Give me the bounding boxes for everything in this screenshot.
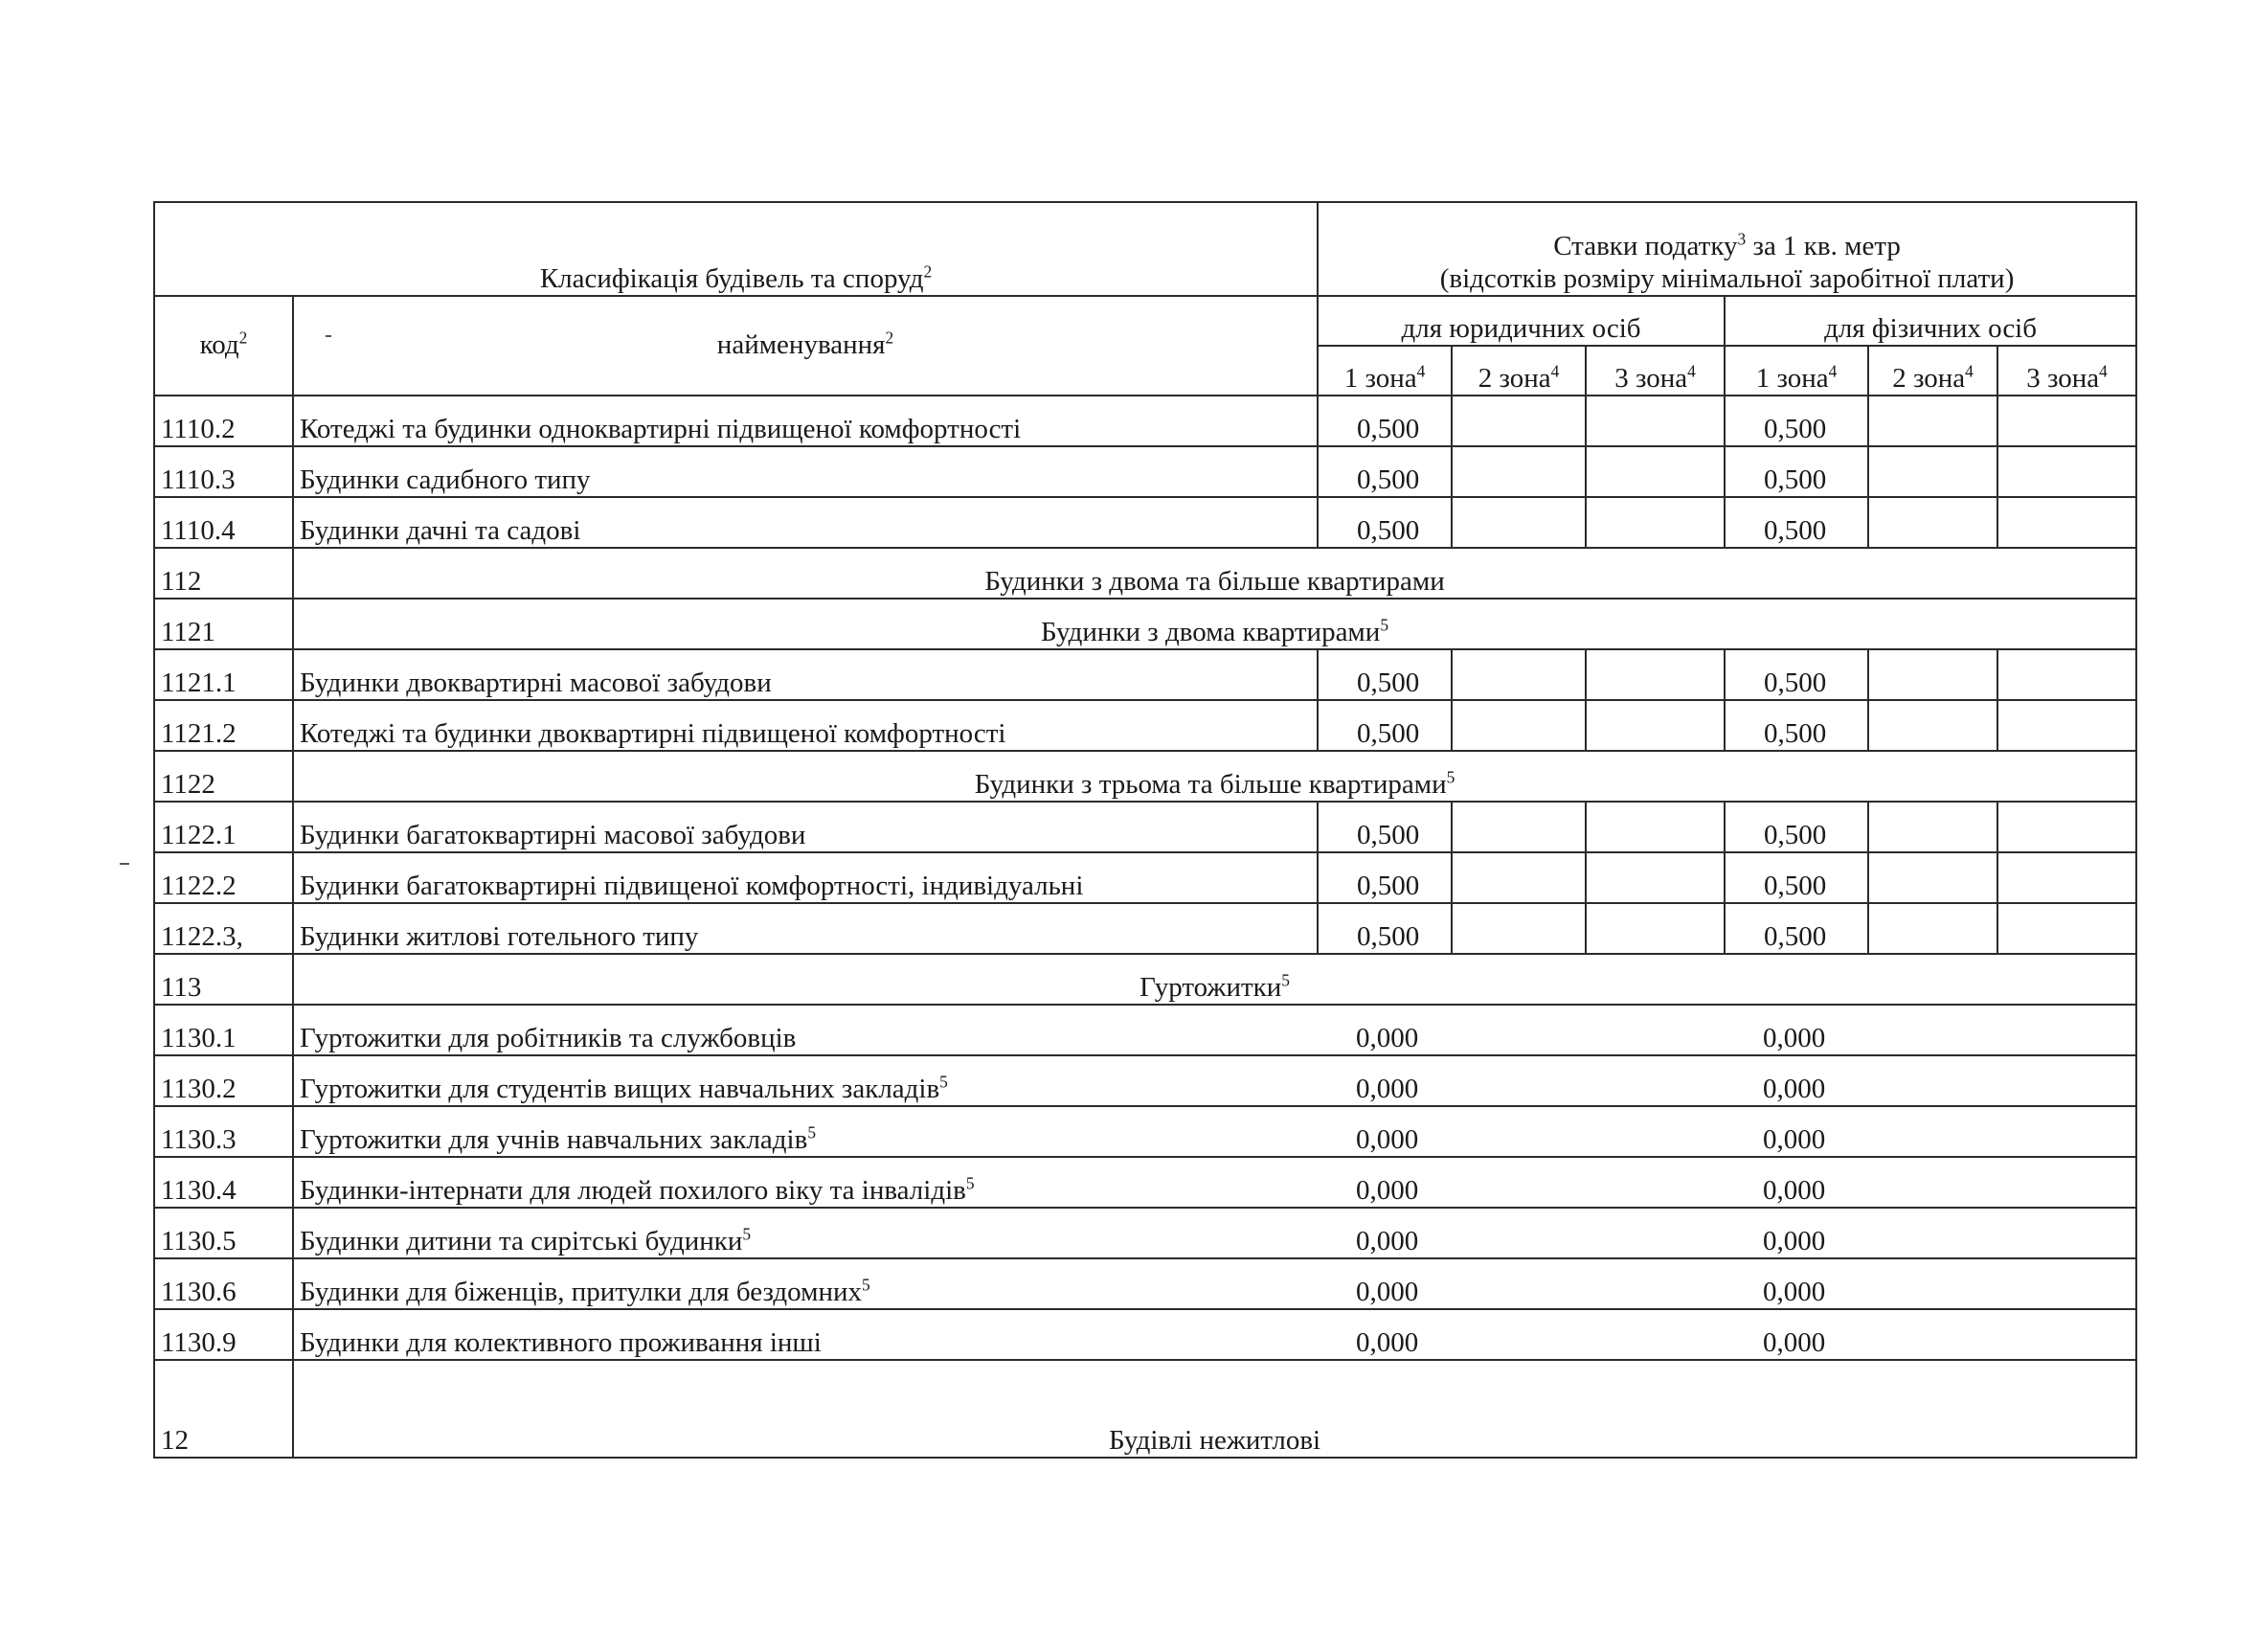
code-cell: 113 [154,954,293,1005]
table-row [154,599,2136,649]
code-cell: 1130.1 [154,1005,293,1055]
legal-zone2-rate [1452,446,1586,497]
table-row [154,1309,2136,1360]
code-cell: 1110.2 [154,396,293,446]
name-cell: Будинки садибного типу [293,446,1318,497]
legal-zone3-rate [1586,649,1725,700]
legal-zone1-rate: 0,500 [1318,396,1452,446]
code-cell: 1110.4 [154,497,293,548]
name-cell: Котеджі та будинки двоквартирні підвищеної комфортності [293,700,1318,751]
name-header [293,296,1318,396]
physical-zone1-rate: 0,500 [1725,802,1868,852]
table-row [154,396,2136,446]
physical-zone1-header [1725,346,1868,396]
name-cell: Будинки житлові готельного типу [293,903,1318,954]
physical-zone2-rate [1868,852,1997,903]
physical-rate: 0,000 [1725,1258,2136,1309]
physical-zone3-rate [1997,396,2136,446]
footnote-mark: 2 [923,261,933,281]
code-cell: 1130.6 [154,1258,293,1309]
zone-label: 3 зона [1614,362,1688,394]
code-cell: 112 [154,548,293,599]
name-cell [293,1106,1318,1157]
group-title-cell [293,599,2136,649]
group-title-cell [293,954,2136,1005]
code-cell: 1121 [154,599,293,649]
footnote-mark: 5 [1380,615,1389,634]
tax-rates-table [153,201,2137,1459]
physical-zone1-rate: 0,500 [1725,396,1868,446]
physical-zone2-rate [1868,649,1997,700]
code-cell: 1130.9 [154,1309,293,1360]
footnote-mark: 5 [1446,767,1455,786]
cell-text: Гуртожитки для студентів вищих навчальних закладів [300,1073,940,1104]
legal-zone2-header [1452,346,1586,396]
name-cell: Будинки двоквартирні масової забудови [293,649,1318,700]
group-title-cell [293,751,2136,802]
cell-text: Будинки з двома квартирами [1041,616,1381,647]
header-row-title [154,202,2136,296]
footnote-mark: 5 [807,1122,817,1142]
name-cell [293,1208,1318,1258]
legal-zone2-rate [1452,396,1586,446]
code-cell: 12 [154,1360,293,1458]
table-row [154,954,2136,1005]
physical-zone1-rate: 0,500 [1725,497,1868,548]
footnote-mark: 4 [1965,361,1974,380]
legal-zone3-rate [1586,802,1725,852]
legal-zone1-rate: 0,500 [1318,802,1452,852]
table-row [154,1208,2136,1258]
code-cell: 1121.2 [154,700,293,751]
physical-zone2-rate [1868,446,1997,497]
legal-zone2-rate [1452,497,1586,548]
cell-text: Гуртожитки [1139,971,1282,1003]
footnote-mark: 4 [1550,361,1560,380]
rates-header [1318,202,2136,296]
zone-label: 1 зона [1755,362,1829,394]
legal-zone2-rate [1452,802,1586,852]
physical-zone1-rate: 0,500 [1725,649,1868,700]
classification-header [154,202,1318,296]
table-row [154,1157,2136,1208]
legal-zone3-header [1586,346,1725,396]
code-cell: 1122.2 [154,852,293,903]
code-cell: 1122.3, [154,903,293,954]
table-row [154,446,2136,497]
code-cell: 1130.2 [154,1055,293,1106]
code-cell: 1110.3 [154,446,293,497]
name-cell: Будинки дачні та садові [293,497,1318,548]
footnote-mark: 2 [238,328,248,348]
physical-rate: 0,000 [1725,1309,2136,1360]
code-cell: 1121.1 [154,649,293,700]
code-cell: 1130.4 [154,1157,293,1208]
physical-zone3-rate [1997,649,2136,700]
physical-zone3-rate [1997,903,2136,954]
physical-zone1-rate: 0,500 [1725,446,1868,497]
footnote-mark: 5 [1281,970,1290,989]
cell-text: Будинки-інтернати для людей похилого віку та інвалідів [300,1174,966,1206]
table-row [154,497,2136,548]
physical-zone2-rate [1868,802,1997,852]
physical-zone2-rate [1868,497,1997,548]
code-cell: 1130.5 [154,1208,293,1258]
physical-zone2-rate [1868,903,1997,954]
legal-rate: 0,000 [1318,1309,1725,1360]
legal-zone1-rate: 0,500 [1318,446,1452,497]
table-row [154,903,2136,954]
cell-text: Будинки для колективного проживання інші [300,1326,822,1358]
rates-header-line1 [1324,231,2130,262]
physical-zone2-rate [1868,700,1997,751]
cell-text: Будинки для біженців, притулки для бездомних [300,1276,863,1307]
zone-label: 1 зона [1343,362,1417,394]
group-title-cell [293,1360,2136,1458]
table-row [154,1055,2136,1106]
rates-header-line2: (відсотків розміру мінімальної заробітної плати) [1439,262,2015,294]
legal-zone2-rate [1452,649,1586,700]
table-row [154,1005,2136,1055]
code-header-text: код [199,329,239,361]
physical-rate: 0,000 [1725,1055,2136,1106]
legal-rate: 0,000 [1318,1106,1725,1157]
legal-rate: 0,000 [1318,1208,1725,1258]
table-row [154,751,2136,802]
legal-rate: 0,000 [1318,1157,1725,1208]
footnote-mark: 4 [1828,361,1838,380]
footnote-mark: 3 [1737,229,1747,249]
name-cell [293,1055,1318,1106]
legal-rate: 0,000 [1318,1005,1725,1055]
name-cell [293,1258,1318,1309]
name-header-text: найменування [716,329,886,361]
table-row [154,1106,2136,1157]
footnote-mark: 2 [885,328,894,348]
physical-rate: 0,000 [1725,1208,2136,1258]
code-header [154,296,293,396]
footnote-mark: 4 [1687,361,1696,380]
code-cell: 1122 [154,751,293,802]
legal-rate: 0,000 [1318,1055,1725,1106]
physical-zone2-header [1868,346,1997,396]
name-cell [293,1005,1318,1055]
legal-zone1-rate: 0,500 [1318,903,1452,954]
physical-zone3-rate [1997,446,2136,497]
code-cell: 1130.3 [154,1106,293,1157]
legal-zone3-rate [1586,497,1725,548]
legal-zone3-rate [1586,396,1725,446]
legal-zone2-rate [1452,700,1586,751]
table-row [154,852,2136,903]
physical-rate: 0,000 [1725,1157,2136,1208]
name-cell [293,1309,1318,1360]
cell-text: Гуртожитки для робітників та службовців [300,1022,797,1053]
footnote-mark: 4 [1416,361,1426,380]
physical-zone3-rate [1997,802,2136,852]
cell-text: Будівлі нежитлові [1108,1424,1321,1456]
zone-label: 2 зона [1478,362,1551,394]
physical-zone1-rate: 0,500 [1725,852,1868,903]
table-row [154,802,2136,852]
name-cell: Котеджі та будинки одноквартирні підвищеної комфортності [293,396,1318,446]
cell-text: Будинки дитини та сирітські будинки [300,1225,743,1256]
legal-entities-header: для юридичних осіб [1318,296,1725,346]
table-row [154,1258,2136,1309]
scan-mark [120,863,129,865]
legal-zone1-rate: 0,500 [1318,852,1452,903]
table-row [154,548,2136,599]
individuals-header: для фізичних осіб [1725,296,2136,346]
physical-zone3-rate [1997,852,2136,903]
legal-zone3-rate [1586,903,1725,954]
name-cell: Будинки багатоквартирні підвищеної комфортності, індивідуальні [293,852,1318,903]
legal-zone1-rate: 0,500 [1318,497,1452,548]
name-cell: Будинки багатоквартирні масової забудови [293,802,1318,852]
legal-zone3-rate [1586,852,1725,903]
physical-rate: 0,000 [1725,1106,2136,1157]
physical-zone1-rate: 0,500 [1725,903,1868,954]
footnote-mark: 5 [965,1173,975,1192]
code-cell: 1122.1 [154,802,293,852]
cell-text: Будинки з двома та більше квартирами [984,565,1445,597]
footnote-mark: 4 [2099,361,2108,380]
legal-zone3-rate [1586,700,1725,751]
legal-zone1-rate: 0,500 [1318,700,1452,751]
physical-zone2-rate [1868,396,1997,446]
footnote-mark: 5 [742,1224,752,1243]
classification-header-text: Класифікація будівель та споруд [539,262,924,294]
physical-rate: 0,000 [1725,1005,2136,1055]
footnote-mark: 5 [939,1072,948,1091]
physical-zone1-rate: 0,500 [1725,700,1868,751]
zone-label: 2 зона [1892,362,1966,394]
rates-header-text: Ставки податку [1553,231,1738,262]
physical-zone3-header [1997,346,2136,396]
legal-zone3-rate [1586,446,1725,497]
table-row [154,700,2136,751]
physical-zone3-rate [1997,497,2136,548]
cell-text: Гуртожитки для учнів навчальних закладів [300,1123,808,1155]
table-row [154,649,2136,700]
footnote-mark: 5 [862,1275,870,1294]
group-title-cell [293,548,2136,599]
legal-zone2-rate [1452,852,1586,903]
legal-zone1-rate: 0,500 [1318,649,1452,700]
cell-text: Будинки з трьома та більше квартирами [974,768,1447,800]
header-row-groups [154,296,2136,346]
name-cell [293,1157,1318,1208]
table-row [154,1360,2136,1458]
physical-zone3-rate [1997,700,2136,751]
legal-rate: 0,000 [1318,1258,1725,1309]
legal-zone1-header [1318,346,1452,396]
legal-zone2-rate [1452,903,1586,954]
rates-header-tail: за 1 кв. метр [1746,231,1901,262]
zone-label: 3 зона [2026,362,2100,394]
